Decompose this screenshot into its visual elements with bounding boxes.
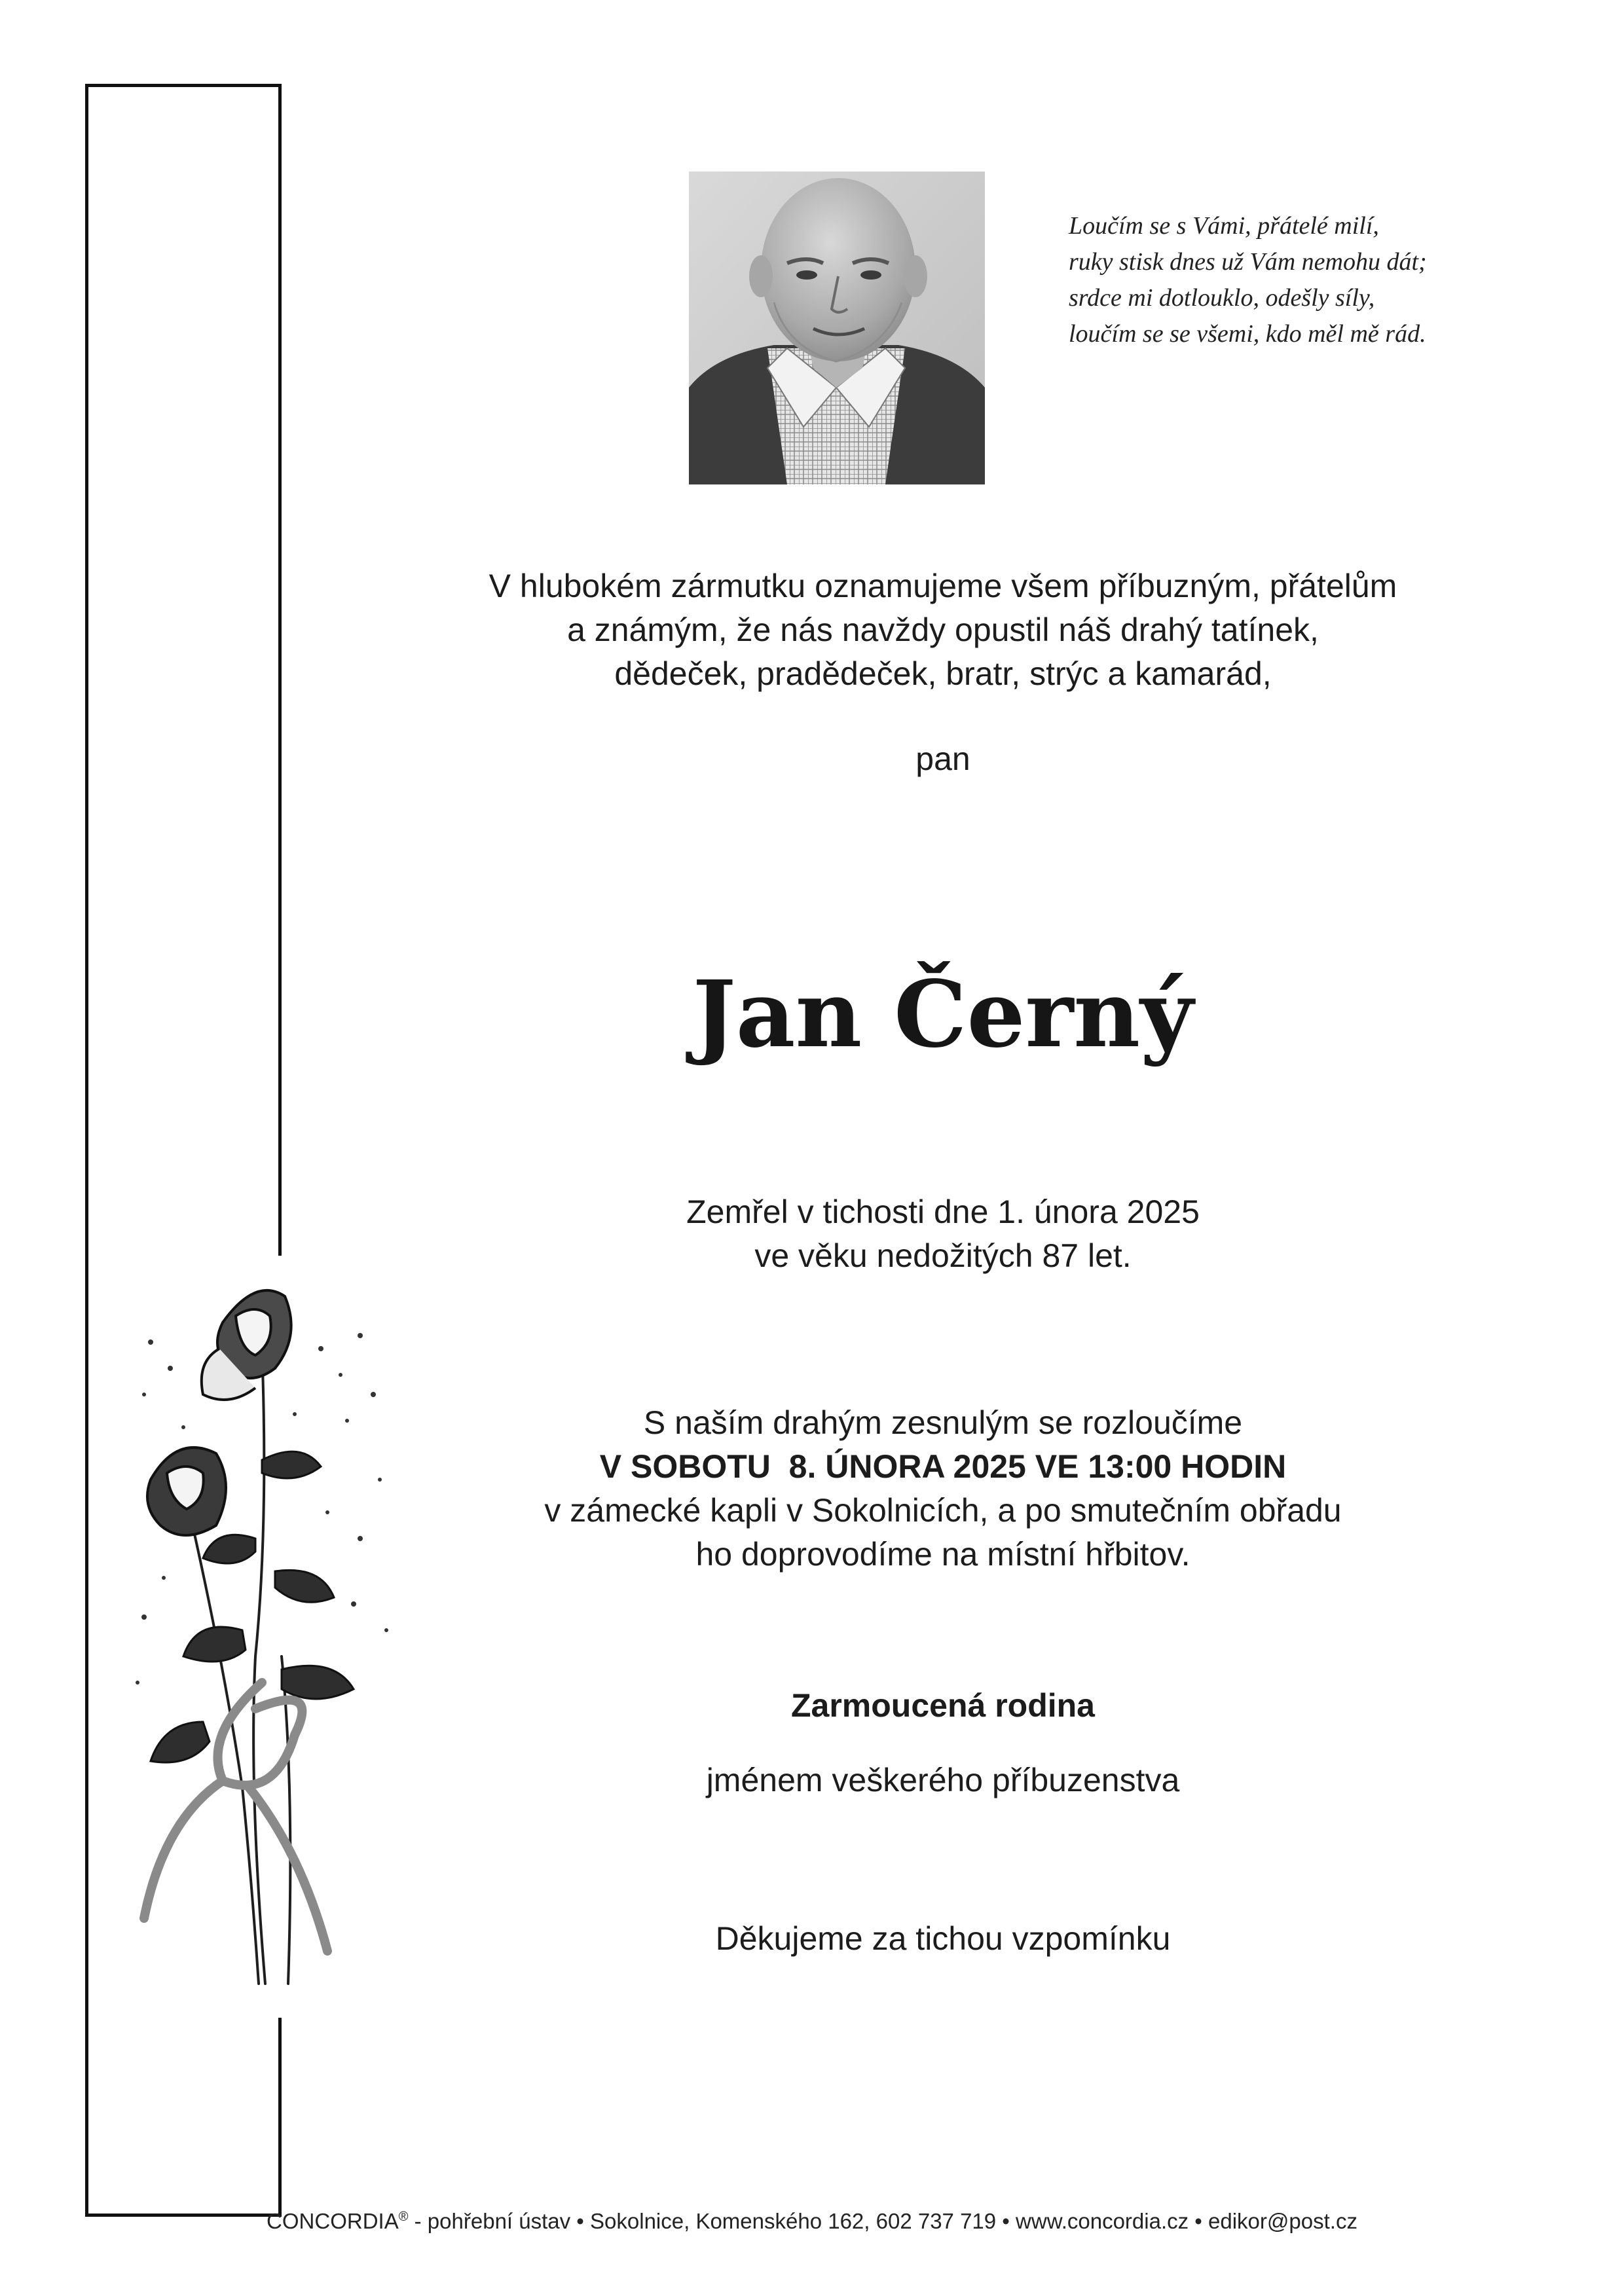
rose-illustration [124,1264,439,1997]
deceased-name: Jan Černý [692,961,1194,1068]
portrait-illustration [689,172,985,484]
thanks-line: Děkujeme za tichou vzpomínku [715,1920,1171,1957]
announcement-line: V hlubokém zármutku oznamujeme všem příbuzným, přátelům [489,568,1397,604]
funeral-location: v zámecké kapli v Sokolnicích, a po smutečním obřadu [544,1492,1342,1529]
footer-brand: CONCORDIA [267,2209,399,2233]
registered-mark: ® [398,2210,409,2224]
funeral-intro: S naším drahým zesnulým se rozloučíme [643,1404,1243,1441]
funeral-date-time: V SOBOTU 8. ÚNORA 2025 VE 13:00 HODIN [599,1448,1287,1485]
funeral-burial: ho doprovodíme na místní hřbitov. [695,1536,1190,1573]
family-signature: Zarmoucená rodina [791,1687,1095,1724]
frame-right-line-lower [278,2018,282,2217]
footer-details: - pohřební ústav • Sokolnice, Komenského 162, 602 737 719 • www.concordia.cz • edikor@post.cz [408,2209,1357,2233]
death-line: ve věku nedožitých 87 let. [754,1237,1132,1274]
death-notice [354,1190,1532,1278]
announcement-paragraph [354,564,1532,696]
frame-top-line [85,84,280,87]
poem-line: srdce mi dotlouklo, odešly síly, [1069,284,1375,312]
poem-line: loučím se se všemi, kdo měl mě rád. [1069,320,1426,348]
death-line: Zemřel v tichosti dne 1. února 2025 [686,1194,1200,1230]
family-subline: jménem veškerého příbuzenstva [706,1762,1180,1798]
funeral-home-footer [0,2204,1624,2234]
poem-line: ruky stisk dnes už Vám nemohu dát; [1069,248,1427,276]
frame-left-line [85,84,88,2217]
announcement-line: dědeček, pradědeček, bratr, strýc a kamarád, [614,655,1272,692]
poem-line: Loučím se s Vámi, přátelé milí, [1069,212,1379,240]
frame-right-line-upper [278,84,282,1256]
salutation: pan [915,740,970,777]
funeral-details [354,1401,1532,1576]
announcement-line: a známým, že nás navždy opustil náš drahý tatínek, [567,611,1319,648]
farewell-poem [1069,208,1566,352]
portrait-photo [689,172,985,484]
